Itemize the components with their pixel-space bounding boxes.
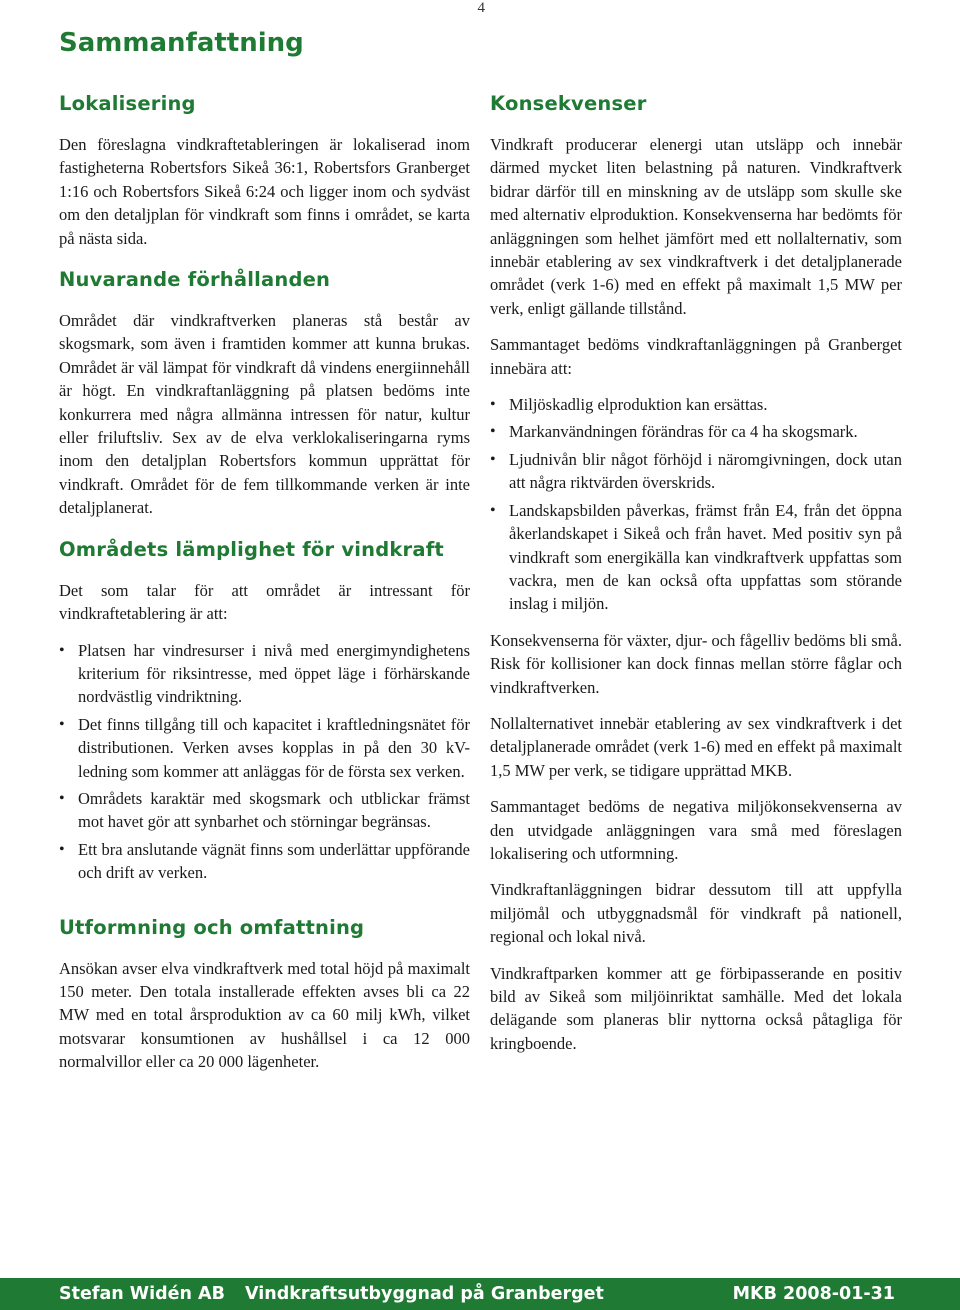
page-number: 4 [477,0,485,16]
bullet-icon: • [59,789,65,807]
lokalisering-text: Den föreslagna vindkraftetableringen är lokaliserad inom fastigheterna Robertsfors Sikeå 36:1, Robertsfors Granberget 1:16 och Robertsfors Sikeå 6:24 och ligger inom och sydväst om den detaljplan för vindkraft som finns i området, se karta på nästa sida. [59,135,470,248]
list-item [490,393,902,416]
bullet-icon: • [490,501,496,519]
bullet-icon: • [490,396,496,414]
heading-lokalisering: Lokalisering [59,92,196,115]
list-item [490,420,902,443]
list-item [490,448,902,495]
konsekvenser-p3: Konsekvenserna för växter, djur- och fågelliv bedöms bli små. Risk för kollisioner kan dock finnas mellan större fåglar och vindkraftverken. [490,630,902,697]
list-item [59,639,470,709]
list-item-text: Det finns tillgång till och kapacitet i kraftledningsnätet för distributionen. Verken avses kopplas in på den 30 kV-ledning som kommer att anläggas för de första sex verken. [78,714,470,781]
footer-doc-id: MKB 2008-01-31 [732,1284,895,1304]
konsekvenser-p6: Vindkraftanläggningen bidrar dessutom till att uppfylla miljömål och utbyggnadsmål för vindkraft på nationell, regional och lokal nivå. [490,880,902,947]
list-item-text: Ett bra anslutande vägnät finns som underlättar uppförande och drift av verken. [78,839,470,883]
nuvarande-text: Området där vindkraftverken planeras stå består av skogsmark, som även i framtiden kommer att kunna brukas. Området är väl lämpat för vindkraft då vindens energiinnehåll är högt. En vindkraftanläggning på platsen bedöms inte konkurrera med några allmänna intressen för natur, kultur eller friluftsliv. Sex av de elva verklokaliseringarna ryms inom den detaljplan Robertsfors kommun upprättat för vindkraft. Området för de fem tillkommande verken är inte detaljplanerat. [59,311,470,518]
list-item [59,838,470,885]
konsekvenser-list [490,393,902,616]
footer-project: Vindkraftsutbyggnad på Granberget [245,1284,604,1304]
heading-lamplighet: Områdets lämplighet för vindkraft [59,537,444,561]
bullet-icon: • [59,641,65,659]
list-item-text: Markanvändningen förändras för ca 4 ha skogsmark. [509,422,858,442]
konsekvenser-p2: Sammantaget bedöms vindkraftanläggningen på Granberget innebära att: [490,335,902,378]
lamplighet-list [59,639,470,885]
konsekvenser-p4: Nollalternativet innebär etablering av sex vindkraftverk i det detaljplanerade området (verk 1-6) med en effekt på maximalt 1,5 MW per verk, se tidigare upprättad MKB. [490,713,902,780]
list-item [490,499,902,616]
list-item [59,787,470,834]
right-column [490,92,902,1055]
list-item-text: Landskapsbilden påverkas, främst från E4, från det öppna åkerlandskapet i Sikeå och från havet. Med positiv syn på vindkraft som energikälla kan vindkraftverk uppfattas som vackra, men de kan också ofta uppfattas som störande inslag i miljön. [509,500,902,614]
konsekvenser-p7: Vindkraftparken kommer att ge förbipasserande en positiv bild av Sikeå som miljöinriktat samhälle. Med det lokala delägande som planeras blir nyttorna också påtagliga för kringboende. [490,963,902,1053]
lamplighet-intro: Det som talar för att området är intressant för vindkraftetablering är att: [59,580,470,624]
page-title: Sammanfattning [59,28,304,58]
konsekvenser-p1: Vindkraft producerar elenergi utan utsläpp och innebär därmed mycket liten belastning på naturen. Vindkraftverk bidrar därför till en minskning av de utsläpp som skulle ske med alternativ elproduktion. Konsekvenserna har bedömts för anläggningen som helhet jämfört med ett nollalternativ, som innebär etablering av sex vindkraftverk i det detaljplanerade området (verk 1-6) med en effekt på maximalt 1,5 MW per verk, enligt gällande tillstånd. [490,135,902,318]
bullet-icon: • [59,715,65,733]
list-item-text: Platsen har vindresurser i nivå med energimyndighetens kriterium för riksintresse, med öppet läge i förhärskande nordvästlig vindriktning. [78,640,470,707]
list-item-text: Miljöskadlig elproduktion kan ersättas. [509,395,768,415]
bullet-icon: • [490,450,496,468]
left-column [59,92,470,1074]
utformning-text: Ansökan avser elva vindkraftverk med total höjd på maximalt 150 meter. Den totala installerade effekten avses bli ca 22 MW med en total årsproduktion av ca 60 milj kWh, vilket motsvarar konsumtionen av hushållsel i ca 12 000 normalvillor eller ca 20 000 lägenheter. [59,958,470,1072]
heading-nuvarande: Nuvarande förhållanden [59,268,331,292]
list-item [59,713,470,783]
bullet-icon: • [59,840,65,858]
list-item-text: Områdets karaktär med skogsmark och utblickar främst mot havet gör att synbarhet och störningar begränsas. [78,788,470,832]
heading-konsekvenser: Konsekvenser [490,92,647,115]
konsekvenser-p5: Sammantaget bedöms de negativa miljökonsekvenserna av den utvidgade anläggningen vara små med föreslagen lokalisering och utformning. [490,797,902,863]
list-item-text: Ljudnivån blir något förhöjd i näromgivningen, dock utan att några riktvärden överskrids. [509,449,902,493]
footer-bar [0,1278,960,1310]
heading-utformning: Utformning och omfattning [59,915,365,939]
footer-company: Stefan Widén AB [59,1284,225,1304]
bullet-icon: • [490,423,496,441]
